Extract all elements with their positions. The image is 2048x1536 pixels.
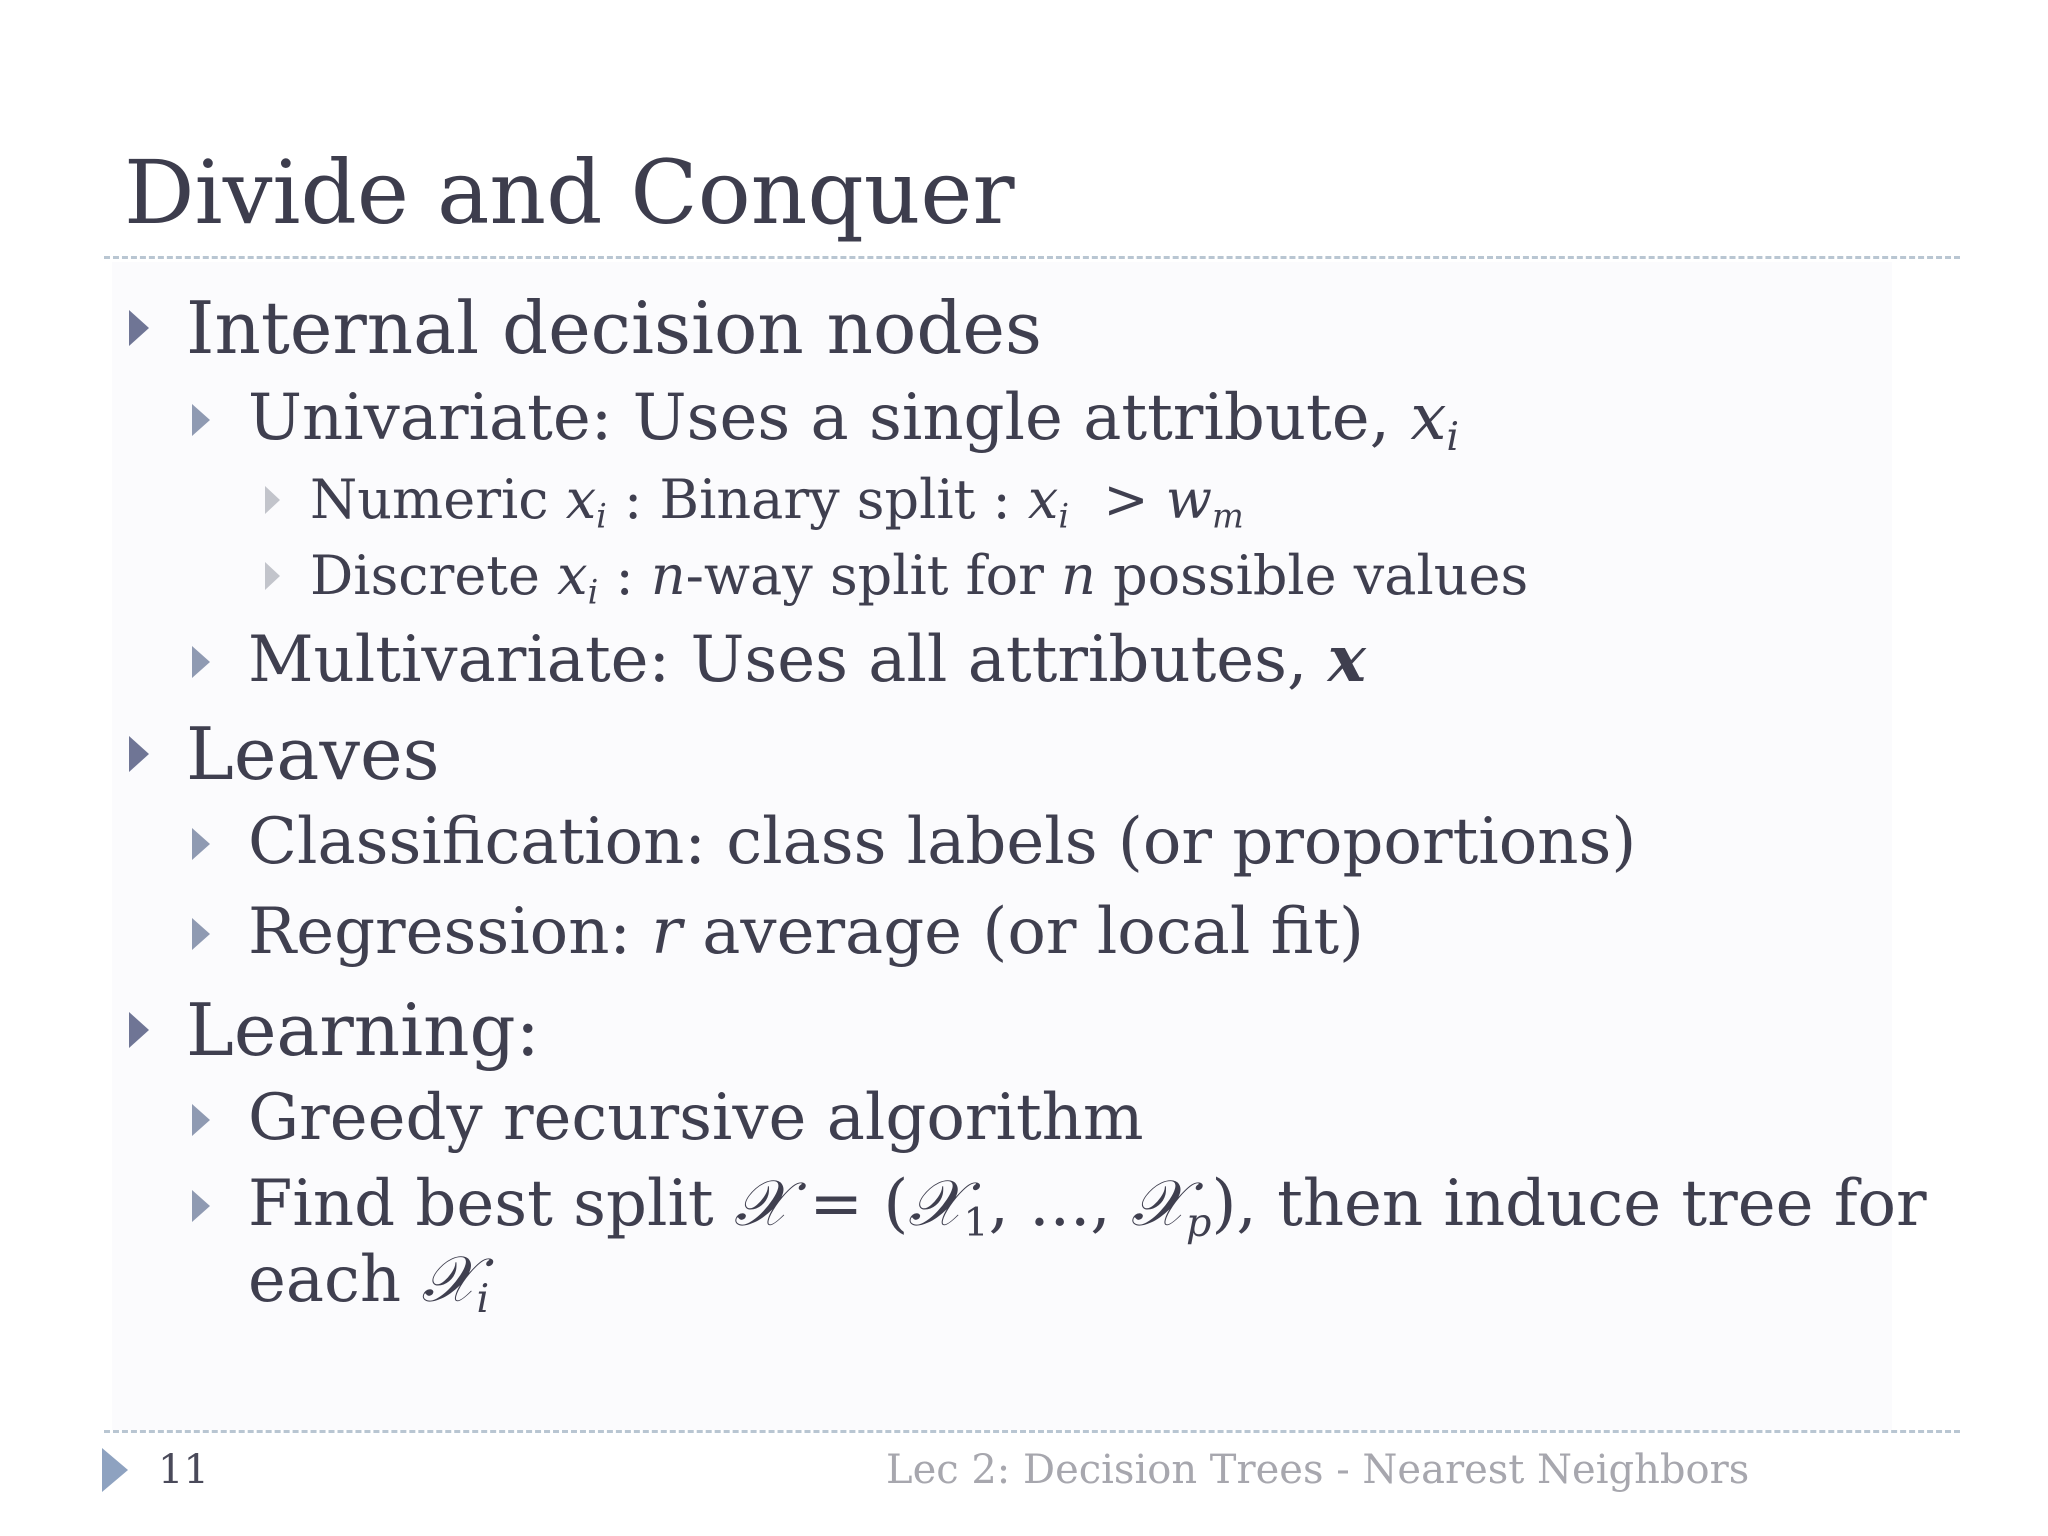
- bullet-arrow-icon: [192, 1104, 210, 1136]
- math-var: r: [651, 895, 682, 969]
- bullet-arrow-icon: [192, 1190, 210, 1222]
- math-set: 𝒳: [421, 1243, 477, 1317]
- bullet-arrow-icon: [129, 736, 149, 772]
- bullet-text: Numeric: [310, 468, 566, 531]
- bullet-leaves: [186, 712, 440, 796]
- math-subscript: i: [587, 572, 599, 612]
- bullet-multivariate: [248, 622, 1366, 698]
- math-var-bold: x: [1327, 622, 1366, 697]
- math-var: x: [1027, 468, 1059, 531]
- math-subscript: i: [1446, 414, 1460, 461]
- bullet-text: Learning:: [186, 988, 540, 1072]
- math-subscript: i: [596, 496, 607, 536]
- bullet-text: possible values: [1095, 544, 1529, 607]
- slide-title: Divide and Conquer: [124, 141, 1015, 244]
- math-var: n: [650, 544, 686, 607]
- math-subscript: m: [1212, 496, 1244, 536]
- math-subscript: i: [476, 1276, 490, 1323]
- math-operator: >: [1069, 468, 1166, 531]
- bullet-text: : Binary split :: [606, 468, 1028, 531]
- bullet-text: Regression:: [248, 895, 652, 969]
- bullet-arrow-icon: [265, 562, 280, 590]
- bullet-greedy: [248, 1080, 1144, 1156]
- bullet-text: , ...,: [988, 1167, 1131, 1241]
- title-divider: [104, 256, 1960, 259]
- bullet-text: = (: [789, 1167, 909, 1241]
- bullet-text: Multivariate: Uses all attributes,: [248, 623, 1328, 697]
- bullet-numeric: [310, 466, 1244, 534]
- bullet-arrow-icon: [192, 918, 210, 950]
- bullet-univariate: [248, 380, 1460, 461]
- bullet-arrow-icon: [129, 310, 149, 346]
- bullet-text: Classification: class labels (or proportions): [248, 805, 1637, 879]
- bullet-text: average (or local fit): [681, 895, 1364, 969]
- footer-text: Lec 2: Decision Trees - Nearest Neighbors: [886, 1447, 1750, 1493]
- math-var: w: [1165, 468, 1213, 531]
- math-var: x: [1410, 381, 1447, 455]
- math-set: 𝒳: [1131, 1167, 1187, 1241]
- bullet-regression: [248, 894, 1364, 970]
- math-set: 𝒳: [733, 1167, 790, 1241]
- math-subscript: p: [1186, 1200, 1212, 1247]
- bullet-arrow-icon: [192, 646, 210, 678]
- bullet-discrete: [310, 542, 1528, 610]
- bullet-arrow-icon: [129, 1012, 149, 1048]
- bullet-text: Univariate: Uses a single attribute,: [248, 381, 1411, 455]
- math-subscript: 1: [963, 1200, 989, 1247]
- bullet-text: Internal decision nodes: [186, 286, 1042, 370]
- math-set: 𝒳: [908, 1167, 964, 1241]
- bullet-learning: [186, 988, 540, 1072]
- math-var: n: [1061, 544, 1096, 607]
- bullet-text: -way split for: [685, 544, 1062, 607]
- bullet-classification: [248, 804, 1636, 880]
- page-number: 11: [158, 1447, 209, 1493]
- bullet-arrow-icon: [265, 486, 280, 514]
- footer-arrow-icon: [102, 1448, 128, 1492]
- bullet-text: Greedy recursive algorithm: [248, 1081, 1144, 1155]
- math-var: x: [557, 544, 588, 607]
- bullet-internal-decision-nodes: [186, 286, 1042, 370]
- bullet-text: ), then induce tree for each: [248, 1167, 1927, 1317]
- bullet-text: Discrete: [310, 544, 558, 607]
- bullet-arrow-icon: [192, 828, 210, 860]
- bullet-find-best-split: [248, 1166, 1928, 1323]
- bullet-text: :: [598, 544, 651, 607]
- bullet-text: Find best split: [248, 1167, 734, 1241]
- footer-divider: [104, 1430, 1960, 1433]
- bullet-arrow-icon: [192, 404, 210, 436]
- math-var: x: [565, 468, 597, 531]
- bullet-text: Leaves: [186, 712, 440, 796]
- math-subscript: i: [1058, 496, 1070, 536]
